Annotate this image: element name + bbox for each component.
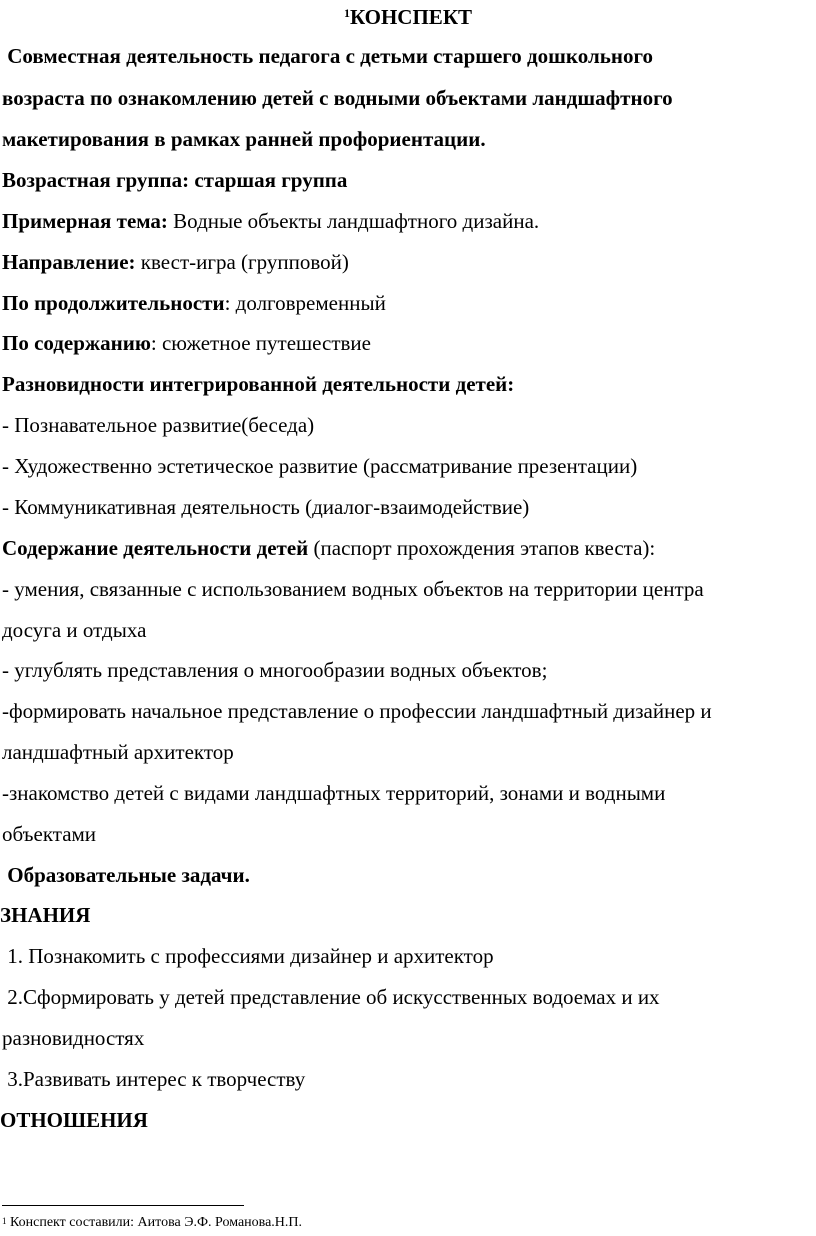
knowledge-item-2: 2.Сформировать у детей представление об искусственных водоемах и их xyxy=(2,985,660,1009)
footnote-divider xyxy=(2,1205,244,1206)
heading-line-2: возраста по ознакомлению детей с водными объектами ландшафтного xyxy=(2,86,673,110)
activity-item-2: - Художественно эстетическое развитие (рассматривание презентации) xyxy=(2,454,638,478)
age-group: Возрастная группа: старшая группа xyxy=(2,168,348,192)
content-item-3: -формировать начальное представление о профессии ландшафтный дизайнер и xyxy=(2,699,712,723)
footnote xyxy=(2,1214,302,1232)
content-line xyxy=(2,535,655,561)
content-label: Содержание деятельности детей xyxy=(2,536,309,560)
footnote-number: 1 xyxy=(2,1216,7,1226)
content-item-2: - углублять представления о многообразии водных объектов; xyxy=(2,658,548,682)
content-type-line xyxy=(2,330,371,356)
heading-line-1: Совместная деятельность педагога с детьми старшего дошкольного xyxy=(2,44,653,68)
duration-label: По продолжительности xyxy=(2,291,225,315)
activity-item-3: - Коммуникативная деятельность (диалог-взаимодействие) xyxy=(2,495,530,519)
content-item-4-cont: объектами xyxy=(2,822,97,846)
attitudes-heading: ОТНОШЕНИЯ xyxy=(0,1108,148,1132)
direction-label: Направление: xyxy=(2,250,136,274)
content-value: (паспорт прохождения этапов квеста): xyxy=(308,536,656,560)
content-item-3-cont: ландшафтный архитектор xyxy=(2,740,234,764)
content-type-value: : сюжетное путешествие xyxy=(150,331,371,355)
direction-line xyxy=(2,249,349,275)
knowledge-item-3: 3.Развивать интерес к творчеству xyxy=(2,1067,306,1091)
activities-heading: Разновидности интегрированной деятельности детей: xyxy=(2,372,515,396)
title-text: КОНСПЕКТ xyxy=(349,5,473,29)
theme-label: Примерная тема: xyxy=(2,209,168,233)
content-type-label: По содержанию xyxy=(2,331,151,355)
knowledge-item-1: 1. Познакомить с профессиями дизайнер и архитектор xyxy=(2,944,494,968)
duration-value: : долговременный xyxy=(224,291,386,315)
knowledge-heading: ЗНАНИЯ xyxy=(0,903,91,927)
heading-line-3: макетирования в рамках ранней профориентации. xyxy=(2,127,486,151)
theme-line xyxy=(2,208,539,234)
direction-value: квест-игра (групповой) xyxy=(135,250,349,274)
theme-value: Водные объекты ландшафтного дизайна. xyxy=(167,209,540,233)
footnote-mark: 1 xyxy=(343,6,350,20)
document-title xyxy=(0,4,816,30)
content-item-4: -знакомство детей с видами ландшафтных территорий, зонами и водными xyxy=(2,781,666,805)
footnote-text: Конспект составили: Аитова Э.Ф. Романова.Н.П. xyxy=(6,1215,303,1230)
tasks-heading: Образовательные задачи. xyxy=(2,863,250,887)
content-item-1: - умения, связанные с использованием водных объектов на территории центра xyxy=(2,577,704,601)
activity-item-1: - Познавательное развитие(беседа) xyxy=(2,413,315,437)
duration-line xyxy=(2,290,386,316)
content-item-1-cont: досуга и отдыха xyxy=(2,618,147,642)
knowledge-item-2-cont: разновидностях xyxy=(2,1026,145,1050)
